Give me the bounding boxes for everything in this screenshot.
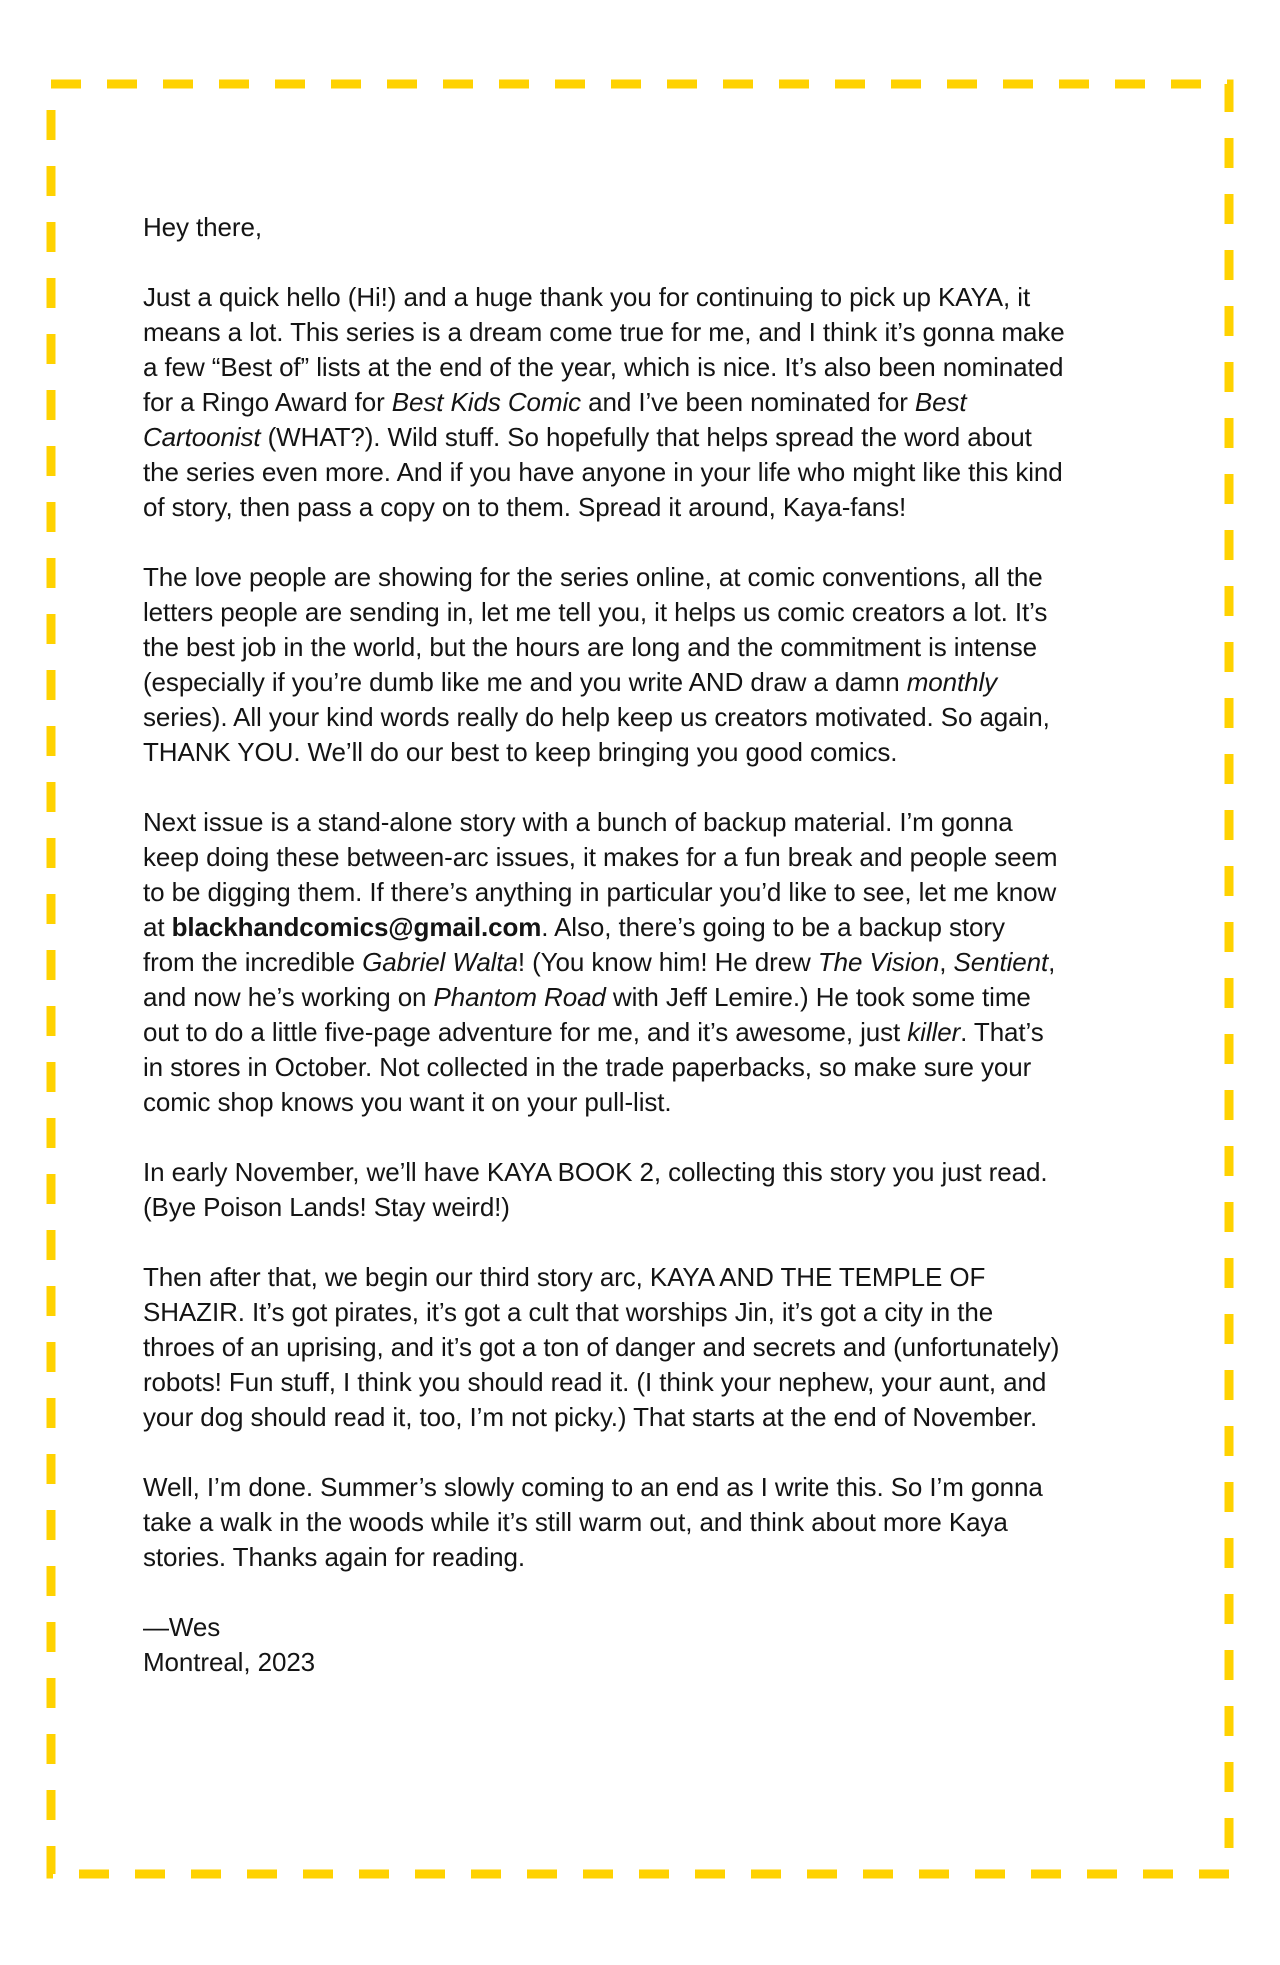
text-line: and now he’s working on Phantom Road with Jeff Lemire.) He took some time [143,982,1031,1012]
text-line: Well, I’m done. Summer’s slowly coming to an end as I write this. So I’m gonna [143,1472,1043,1502]
text-line: letters people are sending in, let me tell you, it helps us comic creators a lot. It’s [143,597,1048,627]
text-line: Cartoonist (WHAT?). Wild stuff. So hopefully that helps spread the word about [143,422,1032,452]
contact-email: blackhandcomics@gmail.com [171,912,542,942]
comic-title: The Vision [817,947,940,977]
paragraph-closing [143,1470,1143,1575]
text-line: keep doing these between-arc issues, it makes for a fun break and people seem [143,842,1058,872]
text-line: Next issue is a stand-alone story with a bunch of backup material. I’m gonna [143,807,1013,837]
text-line: means a lot. This series is a dream come true for me, and I think it’s gonna make [143,317,1065,347]
text-line: in stores in October. Not collected in the trade paperbacks, so make sure your [143,1052,1032,1082]
text-line: comic shop knows you want it on your pull-list. [143,1087,672,1117]
text-line: (Bye Poison Lands! Stay weird!) [143,1192,510,1222]
text-line: The love people are showing for the series online, at comic conventions, all the [143,562,1043,592]
signature-block [143,1610,1143,1680]
text-line: robots! Fun stuff, I think you should read it. (I think your nephew, your aunt, and [143,1367,1047,1397]
signature-place-date: Montreal, 2023 [143,1647,316,1677]
text-line: out to do a little five-page adventure for me, and it’s awesome, just killer. That’s [143,1017,1044,1047]
paragraph-book-2 [143,1155,1143,1225]
text-line: throes of an uprising, and it’s got a ton of danger and secrets and (unfortunately) [143,1332,1060,1362]
artist-name: Gabriel Walta [362,947,518,977]
text-line: your dog should read it, too, I’m not picky.) That starts at the end of November. [143,1402,1038,1432]
award-title: Best Kids Comic [391,387,582,417]
text-line: (especially if you’re dumb like me and you write AND draw a damn monthly [143,667,998,697]
text-line: series). All your kind words really do help keep us creators motivated. So again, [143,702,1050,732]
text-line: from the incredible Gabriel Walta! (You know him! He drew The Vision, Sentient, [143,947,1056,977]
award-title-part: Cartoonist [143,422,261,452]
text-line: Then after that, we begin our third story arc, KAYA AND THE TEMPLE OF [143,1262,986,1292]
text-line: SHAZIR. It’s got pirates, it’s got a cult that worships Jin, it’s got a city in the [143,1297,994,1327]
comic-title: Sentient [953,947,1049,977]
text-line: Just a quick hello (Hi!) and a huge thank you for continuing to pick up KAYA, it [143,282,1031,312]
award-title-part: Best [914,387,967,417]
text-line: stories. Thanks again for reading. [143,1542,526,1572]
paragraph-next-issue [143,805,1143,1120]
text-line: for a Ringo Award for Best Kids Comic and I’ve been nominated for Best [143,387,967,417]
text-line: THANK YOU. We’ll do our best to keep bringing you good comics. [143,737,898,767]
signature-name: —Wes [143,1612,221,1642]
text-line: of story, then pass a copy on to them. Spread it around, Kaya-fans! [143,492,907,522]
letter-body [143,210,1143,1680]
text-line: take a walk in the woods while it’s still warm out, and think about more Kaya [143,1507,1008,1537]
emphasis: monthly [906,667,998,697]
emphasis: killer [907,1017,961,1047]
text-line: the best job in the world, but the hours are long and the commitment is intense [143,632,1037,662]
text-line: In early November, we’ll have KAYA BOOK 2, collecting this story you just read. [143,1157,1048,1187]
text-line: a few “Best of” lists at the end of the year, which is nice. It’s also been nominated [143,352,1064,382]
comic-title: Phantom Road [433,982,606,1012]
paragraph-third-arc [143,1260,1143,1435]
text-line: at blackhandcomics@gmail.com. Also, there’s going to be a backup story [143,912,1005,942]
greeting: Hey there, [143,212,262,242]
text-line: to be digging them. If there’s anything in particular you’d like to see, let me know [143,877,1057,907]
paragraph-thank-you [143,280,1143,525]
text-line: the series even more. And if you have anyone in your life who might like this kind [143,457,1063,487]
paragraph-love [143,560,1143,770]
